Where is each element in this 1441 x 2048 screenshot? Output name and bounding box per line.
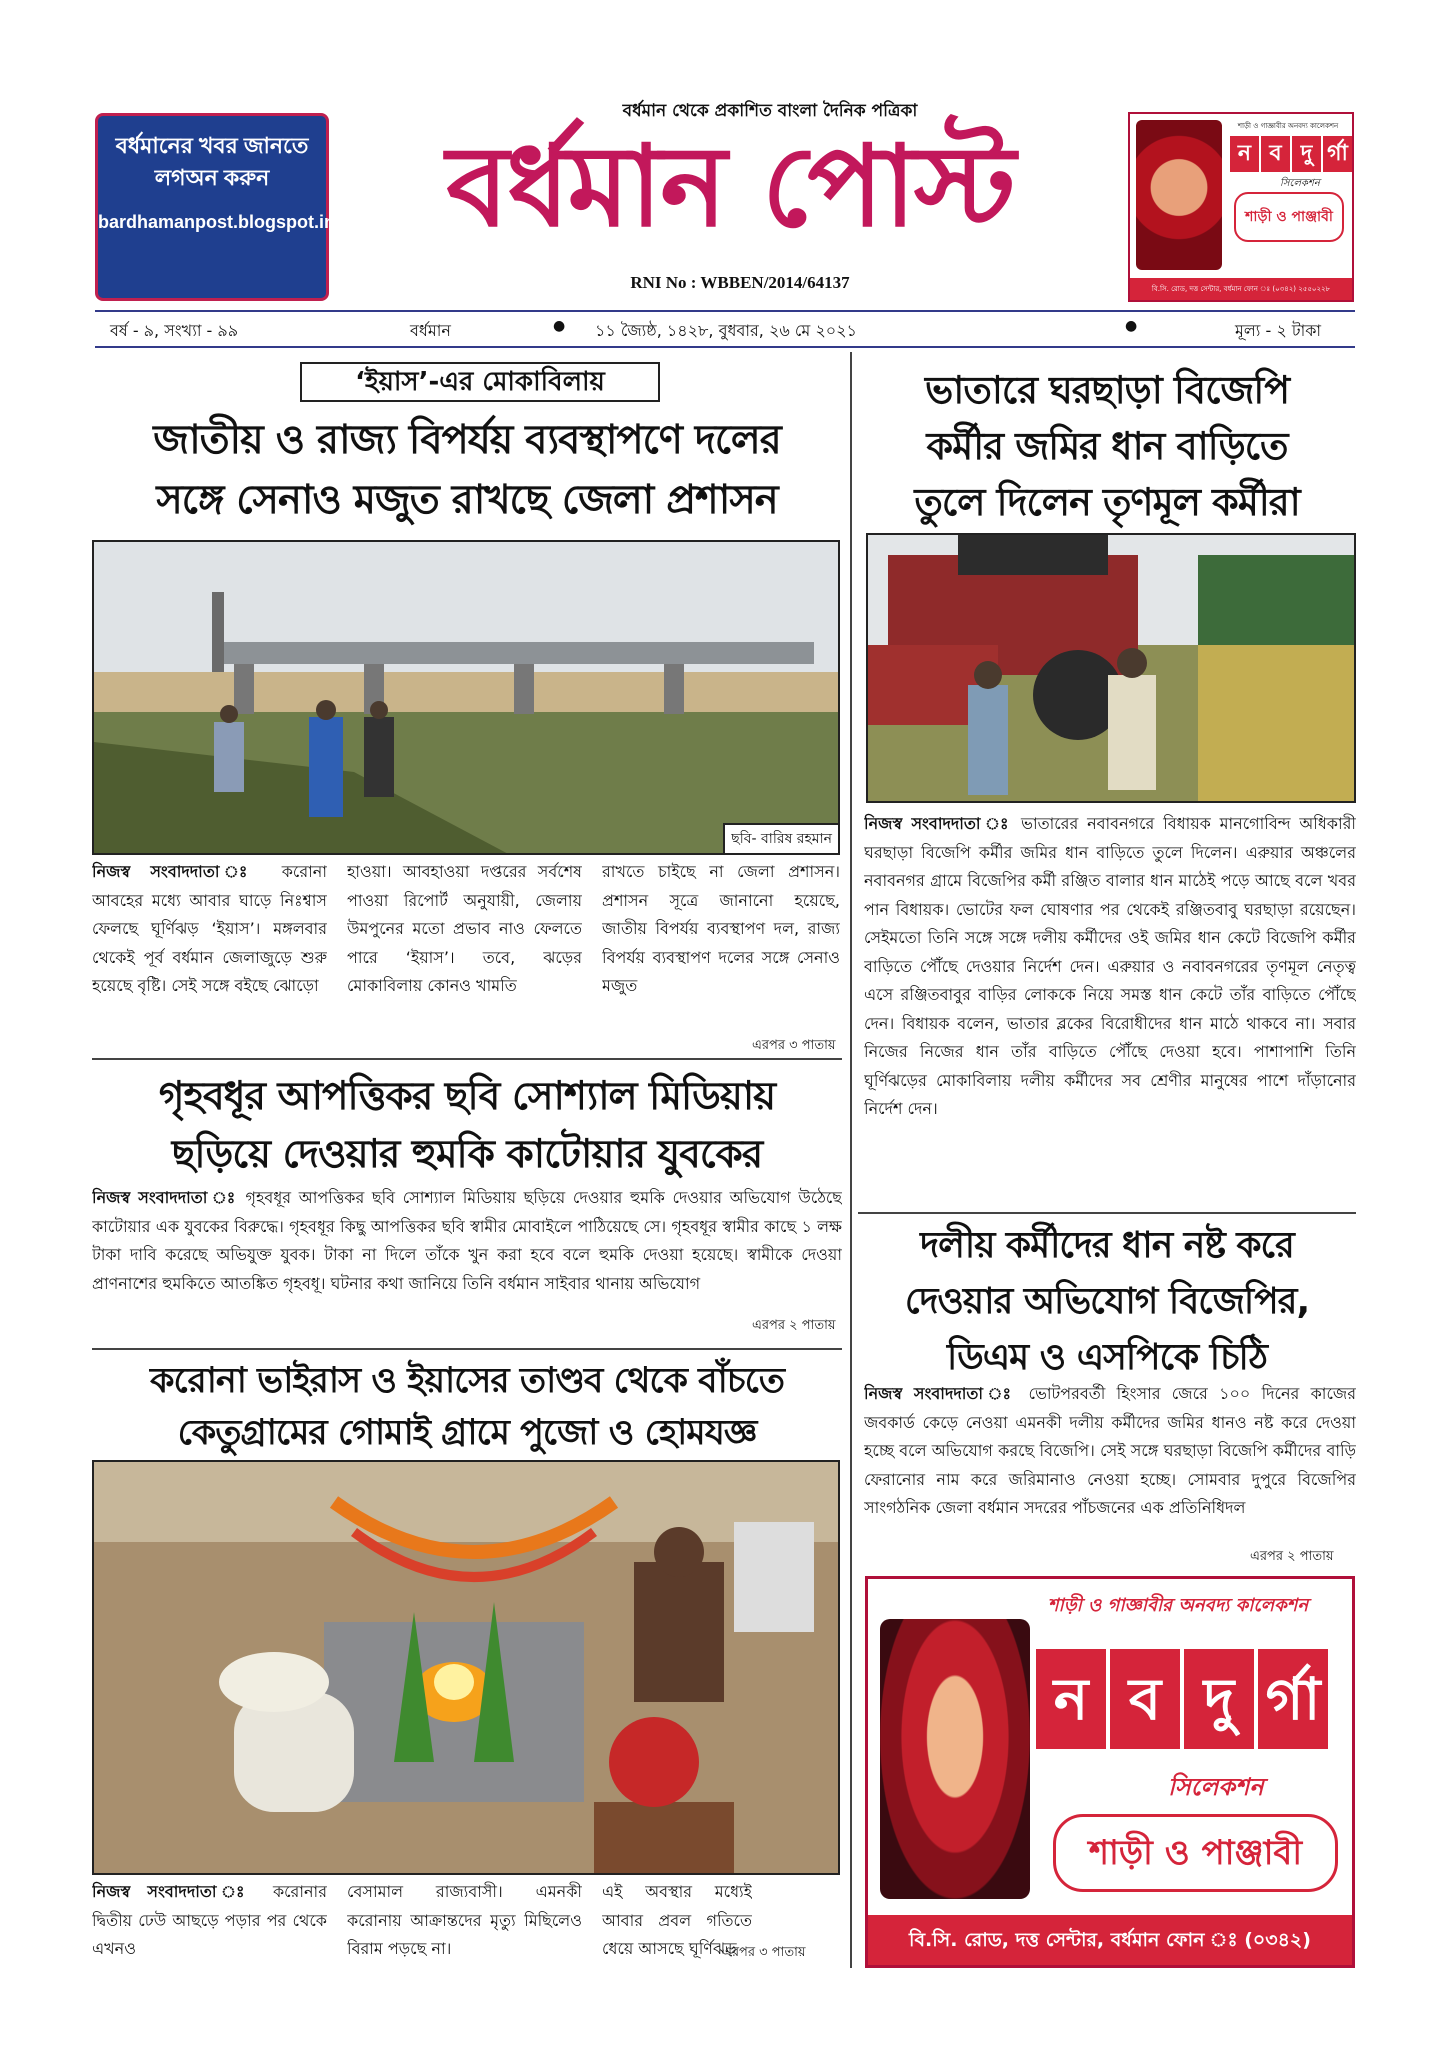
top-ad-subtitle: শাড়ী ও গাজ্ঞাবীর অনবদ্য কালেকশন (1237, 122, 1339, 130)
promo-line2: লগঅন করুন (154, 165, 270, 190)
story-rule (858, 1212, 1356, 1214)
byline: নিজস্ব সংবাদদাতা ঃ (92, 1882, 257, 1901)
top-ad-brand (1230, 136, 1352, 172)
story2-text: ভাতারের নবাবনগরে বিধায়ক মানগোবিন্দ অধিকারী ঘরছাড়া বিজেপি কর্মীর জমির ধান বাড়িতে তুলে দিলেন। এরুয়ার অঞ্চলের নবাবনগর গ্রামে বিজেপির কর্মী রঞ্জিত বালার ধান মাঠেই পড়ে আছে বলে খবর পান বিধায়ক। ভোটের ফল ঘোষণার পর থেকেই রঞ্জিতবাবু ঘরছাড়া রয়েছেন। সেইমতো তিনি সঙ্গে সঙ্গে দলীয় কর্মীদের ওই জমির ধান কেটে বিজেপি কর্মীর বাড়িতে পৌঁছে দেওয়ার নির্দেশ দেন। এরুয়ার ও নবাবনগরের তৃণমূল নেতৃত্ব এসে রঞ্জিতবাবুর বাড়ির লোককে নিয়ে সমস্ত ধান কেটে তাঁর বাড়িতে পৌঁছে দেন। বিধায়ক বলেন, ভাতার ব্লকের বিরোধীদের ধান মাঠে থাকবে না। সবার নিজের নিজের ধান তাঁর বাড়িতে পৌঁছে দেওয়া হবে। পাশাপাশি তিনি ঘূর্ণিঝড়ের মোকাবিলায় দলীয় কর্মীদের সব শ্রেণীর মানুষের পাশে দাঁড়ানোর নির্দেশ দেন। (864, 814, 1356, 1118)
brand-letter: ন (1230, 136, 1259, 172)
story4-headline-line3: ডিএম ও এসপিকে চিঠি (946, 1337, 1268, 1378)
bullet-icon: ● (553, 318, 566, 334)
story3-text: গৃহবধূর আপত্তিকর ছবি সোশ্যাল মিডিয়ায় ছড়িয়ে দেওয়ার হুমকি দেওয়ার অভিযোগ উঠেছে কাটোয়ার এক যুবকের বিরুদ্ধে। গৃহবধূর কিছু আপত্তিকর ছবি স্বামীর মোবাইলে পাঠিয়েছে সে। গৃহবধূর স্বামীর কাছে ১ লক্ষ টাকা দাবি করেছে অভিযুক্ত যুবক। টাকা না দিলে তাঁকে খুন করা হবে বলে হুমকি দেওয়া হয়েছে। স্বামীকে দেওয়া প্রাণনাশের হুমকিতে আতঙ্কিত গৃহবধূ। ঘটনার কথা জানিয়ে তিনি বর্ধমান সাইবার থানায় অভিযোগ (92, 1188, 842, 1293)
byline: নিজস্ব সংবাদদাতা ঃ (92, 862, 263, 881)
story4-continued[interactable]: এরপর ২ পাতায় (1250, 1549, 1334, 1564)
story2-headline[interactable] (862, 362, 1352, 530)
volume-issue: বর্ষ - ৯, সংখ্যা - ৯৯ (110, 321, 239, 340)
bottom-advertisement[interactable] (865, 1576, 1355, 2001)
story2-headline-line3: তুলে দিলেন তৃণমূল কর্মীরা (914, 480, 1300, 524)
story3-body (92, 1184, 842, 1334)
price: মূল্য - ২ টাকা (1235, 321, 1322, 340)
story4-text: ভোটপরবর্তী হিংসার জেরে ১০০ দিনের কাজের জবকার্ড কেড়ে নেওয়া এমনকী দলীয় কর্মীদের জমির ধানও নষ্ট করে দেওয়া হচ্ছে বলে অভিযোগ করছে বিজেপি। সেই সঙ্গে ঘরছাড়া বিজেপি কর্মীদের বাড়ি ফেরানোর নাম করে জরিমানাও নেওয়া হচ্ছে। সোমবার দুপুরে বিজেপির সাংগঠনিক জেলা বর্ধমান সদরের পাঁচজনের এক প্রতিনিধিদল (864, 1384, 1356, 1517)
story3-headline[interactable] (92, 1068, 842, 1184)
story4-body (864, 1380, 1356, 1550)
story5-headline-line1: করোনা ভাইরাস ও ইয়াসের তাণ্ডব থেকে বাঁচতে (149, 1361, 785, 1401)
big-ad-selection: সিলেকশন (1168, 1773, 1264, 1801)
goddess-face-image (880, 1619, 1030, 1899)
promo-box (95, 113, 335, 301)
story1-text-1: করোনা আবহের মধ্যে আবার ঘাড়ে নিঃশ্বাস ফেলছে ঘূর্ণিঝড় ‘ইয়াস’। মঙ্গলবার থেকেই পূর্ব বর্ধমান জেলাজুড়ে শুরু হয়েছে বৃষ্টি। সেই সঙ্গে বইছে ঝোড়ো (92, 862, 327, 995)
story3-headline-line2: ছড়িয়ে দেওয়ার হুমকি কাটোয়ার যুবকের (171, 1132, 763, 1177)
top-ad-tag: শাড়ী ও পাঞ্জাবী (1234, 192, 1344, 242)
brand-letter: দু (1292, 136, 1321, 172)
brand-letter: র্গা (1258, 1649, 1328, 1749)
story-rule (92, 1348, 842, 1350)
story1-headline-line1: জাতীয় ও রাজ্য বিপর্যয় ব্যবস্থাপণে দলের (153, 417, 781, 463)
byline: নিজস্ব সংবাদদাতা ঃ (92, 1188, 238, 1207)
rni-number: RNI No : WBBEN/2014/64137 (630, 273, 850, 292)
story2-body (864, 810, 1356, 1210)
story5-column-3: এই অবস্থার মধ্যেই আবার প্রবল গতিতে ধেয়ে আসছে ঘূর্ণিঝড় (602, 1882, 752, 1958)
brand-letter: ব (1110, 1649, 1180, 1749)
story4-headline-line1: দলীয় কর্মীদের ধান নষ্ট করে (920, 1225, 1294, 1266)
story5-headline[interactable] (92, 1355, 842, 1459)
story1-photo (92, 540, 840, 855)
story2-headline-line1: ভাতারে ঘরছাড়া বিজেপি (924, 368, 1290, 412)
promo-url[interactable]: bardhamanpost.blogspot.in (98, 212, 335, 232)
story1-kicker: ‘ইয়াস’-এর মোকাবিলায় (300, 362, 660, 402)
promo-line1: বর্ধমানের খবর জানতে (115, 133, 309, 158)
top-ad-selection: সিলেকশন (1280, 178, 1320, 189)
story5-photo (92, 1460, 840, 1875)
story5-continued[interactable]: এরপর ৩ পাতায় (722, 1945, 806, 1960)
dateline (95, 314, 1355, 342)
column-divider (850, 352, 852, 1968)
story-rule (92, 1058, 842, 1060)
masthead-title: বর্ধমান পোস্ট (446, 122, 1014, 252)
story1-column-2: হাওয়া। আবহাওয়া দপ্তরের সর্বশেষ পাওয়া রিপোর্ট অনুযায়ী, জেলায় উমপুনের মতো প্রভাব নাও ফেলতে পারে ‘ইয়াস’। তবে, ঝড়ের মোকাবিলায় কোনও খামতি (347, 862, 582, 995)
brand-letter: ন (1036, 1649, 1106, 1749)
top-ad-address: বি.সি. রোড, দত্ত সেন্টার, বর্ধমান ফোন ঃ (০৩৪২) ২৫৫০২২৮ (1130, 278, 1352, 300)
big-ad-brand (1036, 1649, 1328, 1749)
bullet-icon: ● (1125, 318, 1138, 334)
photo-credit: ছবি- বারিষ রহমান (723, 823, 838, 853)
puja-ritual-image (94, 1462, 840, 1875)
byline: নিজস্ব সংবাদদাতা ঃ (864, 1384, 1018, 1403)
story5-column-1 (92, 1878, 327, 1968)
story1-headline[interactable] (92, 410, 842, 530)
story2-photo (866, 533, 1356, 803)
harvester-field-image (868, 535, 1356, 803)
story1-continued[interactable]: এরপর ৩ পাতায় (752, 1038, 836, 1053)
top-rule (95, 310, 1355, 312)
story2-headline-line2: কর্মীর জমির ধান বাড়িতে (926, 424, 1288, 468)
brand-letter: ব (1261, 136, 1290, 172)
story3-continued[interactable]: এরপর ২ পাতায় (752, 1318, 836, 1333)
story3-headline-line1: গৃহবধূর আপত্তিকর ছবি সোশ্যাল মিডিয়ায় (158, 1074, 776, 1119)
masthead-tagline: বর্ধমান থেকে প্রকাশিত বাংলা দৈনিক পত্রিকা (622, 101, 918, 121)
story1-column-1 (92, 858, 327, 1058)
story5-headline-line2: কেতুগ্রামের গোমাই গ্রামে পুজো ও হোমযজ্ঞ (177, 1413, 757, 1453)
big-ad-subtitle: শাড়ী ও গাজ্ঞাবীর অনবদ্য কালেকশন (1047, 1595, 1309, 1616)
brand-letter: দু (1184, 1649, 1254, 1749)
brand-letter: র্গা (1323, 136, 1352, 172)
place: বর্ধমান (410, 321, 451, 340)
story5-text-1: করোনার দ্বিতীয় ঢেউ আছড়ে পড়ার পর থেকে এখনও (92, 1882, 327, 1958)
top-advertisement[interactable] (1128, 112, 1354, 302)
bridge-scene-image (94, 542, 840, 855)
story4-headline-line2: দেওয়ার অভিযোগ বিজেপির, (904, 1281, 1310, 1322)
date: ১১ জ্যৈষ্ঠ, ১৪২৮, বুধবার, ২৬ মে ২০২১ (595, 321, 857, 340)
big-ad-address: বি.সি. রোড, দত্ত সেন্টার, বর্ধমান ফোন ঃ (০৩৪২) ২৫৫০২২৮ (868, 1915, 1352, 1965)
story1-headline-line2: সঙ্গে সেনাও মজুত রাখছে জেলা প্রশাসন (156, 477, 778, 523)
big-ad-tag: শাড়ী ও পাঞ্জাবী (1053, 1814, 1338, 1892)
story4-headline[interactable] (862, 1218, 1352, 1386)
story1-column-3: রাখতে চাইছে না জেলা প্রশাসন। প্রশাসন সূত্রে জানানো হয়েছে, জাতীয় বিপর্যয় ব্যবস্থাপণ দল, রাজ্য বিপর্যয় ব্যবস্থাপণ দলের সঙ্গে সেনাও মজুত (602, 862, 840, 995)
byline: নিজস্ব সংবাদদাতা ঃ (864, 814, 1013, 833)
story5-column-2: বেসামাল রাজ্যবাসী। এমনকী করোনায় আক্রান্তদের মৃত্যু মিছিলেও বিরাম পড়ছে না। (347, 1882, 582, 1958)
dateline-rule (95, 346, 1355, 348)
goddess-face-image (1136, 120, 1222, 270)
